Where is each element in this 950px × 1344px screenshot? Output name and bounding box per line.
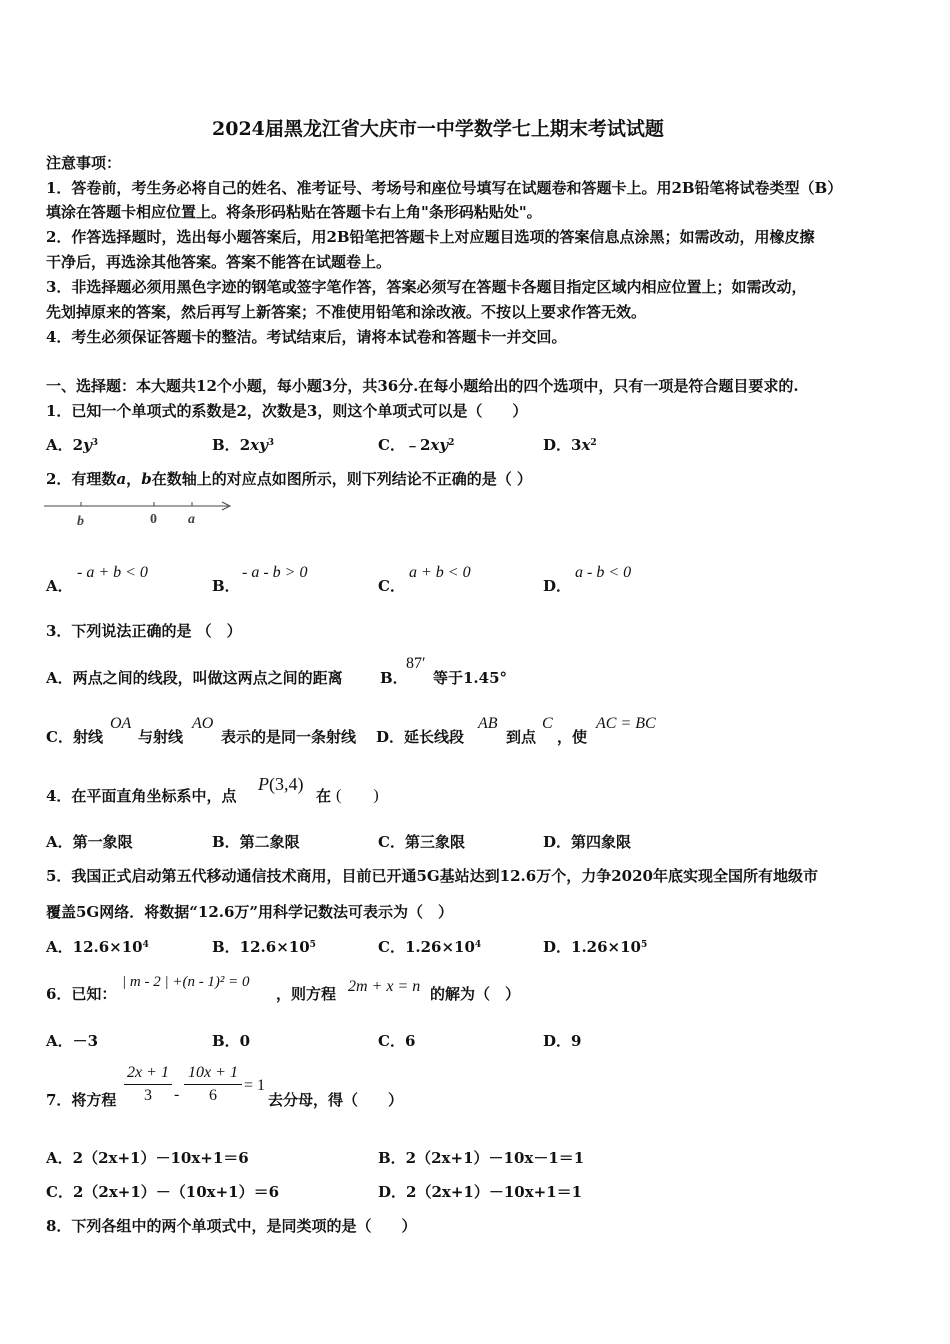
q2-option-d-label: D． xyxy=(543,577,572,595)
question-5-line-1: 5．我国正式启动第五代移动通信技术商用，目前已开通5G基站达到12.6万个，力争2020年底实现全国所有地级市 xyxy=(46,867,818,885)
notice-line: 3．非选择题必须用黑色字迹的钢笔或签字笔作答，答案必须写在答题卡各题目指定区域内相应位置上；如需改动， xyxy=(46,278,807,296)
question-4-stem-pre: 4．在平面直角坐标系中，点 xyxy=(46,787,237,805)
q3-option-d-ab: AB xyxy=(478,715,498,732)
q3-option-b-text: 等于1.45° xyxy=(433,669,508,687)
notice-line: 2．作答选择题时，选出每小题答案后，用2B铅笔把答题卡上对应题目选项的答案信息点涂黑；如需改动，用橡皮擦 xyxy=(46,228,815,246)
q7-minus: - xyxy=(174,1086,180,1103)
q4-option-b: B．第二象限 xyxy=(212,833,300,851)
q7-option-a: A．2（2x+1）－10x+1＝6 xyxy=(46,1149,249,1167)
q7-fraction-1-numerator: 2x + 1 xyxy=(127,1064,169,1081)
q4-answer-paren: ( ) xyxy=(336,787,379,804)
q3-option-d-c: C xyxy=(542,715,553,732)
q7-fraction-2-numerator: 10x + 1 xyxy=(188,1064,238,1081)
q7-option-b: B．2（2x+1）－10x－1＝1 xyxy=(378,1149,585,1167)
question-8-stem: 8．下列各组中的两个单项式中，是同类项的是（ ） xyxy=(46,1217,417,1235)
question-3-stem: 3．下列说法正确的是 （ ） xyxy=(46,622,242,640)
q3-option-d-eq: AC = BC xyxy=(596,715,656,732)
q6-option-d: D．9 xyxy=(543,1032,582,1050)
q7-rhs: = 1 xyxy=(244,1077,266,1094)
q5-option-b: B．$12.6\times 10^5$ xyxy=(212,938,316,956)
section-heading: 一、选择题：本大题共12个小题，每小题3分，共36分.在每小题给出的四个选项中，只有一项是符合题目要求的. xyxy=(46,377,799,395)
q7-fraction-1-denominator: 3 xyxy=(144,1087,152,1104)
q1-option-b: B．$2xy^3$ xyxy=(212,436,275,454)
q1-option-d: D．$3x^2$ xyxy=(543,436,597,454)
question-7-stem-pre: 7．将方程 xyxy=(46,1091,117,1109)
q5-option-d: D．$1.26\times 10^5$ xyxy=(543,938,648,956)
q6-option-b: B．0 xyxy=(212,1032,251,1050)
notice-line: 4．考生必须保证答题卡的整洁。考试结束后，请将本试卷和答题卡一并交回。 xyxy=(46,328,567,346)
q7-fraction-2-denominator: 6 xyxy=(209,1087,217,1104)
notice-heading: 注意事项： xyxy=(46,154,122,172)
q2-option-c-label: C． xyxy=(378,577,405,595)
q2-option-b-expr: - a - b > 0 xyxy=(242,564,308,581)
question-1-stem: 1．已知一个单项式的系数是2，次数是3，则这个单项式可以是（ ） xyxy=(46,402,528,420)
q3-option-c-ao: AO xyxy=(192,715,214,732)
q3-option-a: A．两点之间的线段，叫做这两点之间的距离 xyxy=(46,669,343,687)
notice-line: 填涂在答题卡相应位置上。将条形码粘贴在答题卡右上角"条形码粘贴处"。 xyxy=(46,203,542,221)
page-title: 2024届黑龙江省大庆市一中学数学七上期末考试试题 xyxy=(212,118,664,140)
q3-option-c-pre: C．射线 xyxy=(46,728,103,746)
notice-line: 1．答卷前，考生务必将自己的姓名、准考证号、考场号和座位号填写在试题卷和答题卡上。用2B铅笔将试卷类型（B） xyxy=(46,179,843,197)
tick-label-a: a xyxy=(188,512,195,527)
q2-option-b-label: B． xyxy=(212,577,240,595)
question-6-stem-pre: 6．已知： xyxy=(46,985,117,1003)
number-line-figure xyxy=(42,496,236,530)
q7-option-c: C．2（2x+1）－（10x+1）＝6 xyxy=(46,1183,280,1201)
q6-equation: 2m + x = n xyxy=(348,978,421,995)
q7-fraction-1 xyxy=(124,1064,172,1105)
q1-option-a: A．$2y^3$ xyxy=(46,436,99,454)
q1-option-c: C．$﹣2xy^2$ xyxy=(378,436,455,454)
q4-point: P(3,4) xyxy=(258,774,304,794)
q2-option-d-expr: a - b < 0 xyxy=(575,564,632,581)
question-2-stem: 2．有理数a，b在数轴上的对应点如图所示，则下列结论不正确的是（ ） xyxy=(46,470,532,488)
notice-line: 干净后，再选涂其他答案。答案不能答在试题卷上。 xyxy=(46,253,392,271)
tick-label-0: 0 xyxy=(150,512,157,527)
q7-fraction-2 xyxy=(184,1064,242,1105)
question-6-stem-mid: ，则方程 xyxy=(276,985,337,1003)
question-4-stem-post: 在 xyxy=(316,787,332,805)
q3-option-d-mid: 到点 xyxy=(506,728,537,746)
question-5-line-2: 覆盖5G网络．将数据“12.6万”用科学记数法可表示为（ ） xyxy=(46,903,454,921)
q4-option-d: D．第四象限 xyxy=(543,833,632,851)
q2-option-a-expr: - a + b < 0 xyxy=(77,564,148,581)
tick-label-b: b xyxy=(77,514,84,529)
q3-option-b-angle: 87′ xyxy=(406,655,426,672)
q6-condition: | m - 2 | +(n - 1)² = 0 xyxy=(122,974,250,990)
q3-option-c-mid: 与射线 xyxy=(138,728,184,746)
question-7-stem-post: 去分母，得（ ） xyxy=(268,1091,404,1109)
q6-option-c: C．6 xyxy=(378,1032,416,1050)
q4-option-c: C．第三象限 xyxy=(378,833,465,851)
q5-option-a: A．$12.6\times 10^4$ xyxy=(46,938,149,956)
q4-option-a: A．第一象限 xyxy=(46,833,133,851)
question-6-stem-post: 的解为（ ） xyxy=(430,985,521,1003)
q7-option-d: D．2（2x+1）－10x+1＝1 xyxy=(378,1183,583,1201)
q3-option-c-oa: OA xyxy=(110,715,132,732)
q3-option-d-sep: ，使 xyxy=(557,728,588,746)
q6-option-a: A．－3 xyxy=(46,1032,99,1050)
q3-option-b-label: B． xyxy=(380,669,408,687)
q2-option-c-expr: a + b < 0 xyxy=(409,564,471,581)
q5-option-c: C．$1.26\times 10^4$ xyxy=(378,938,482,956)
notice-line: 先划掉原来的答案，然后再写上新答案；不准使用铅笔和涂改液。不按以上要求作答无效。 xyxy=(46,303,647,321)
q2-option-a-label: A． xyxy=(46,577,73,595)
q3-option-d-pre: D．延长线段 xyxy=(376,728,465,746)
q3-option-c-post: 表示的是同一条射线 xyxy=(221,728,357,746)
